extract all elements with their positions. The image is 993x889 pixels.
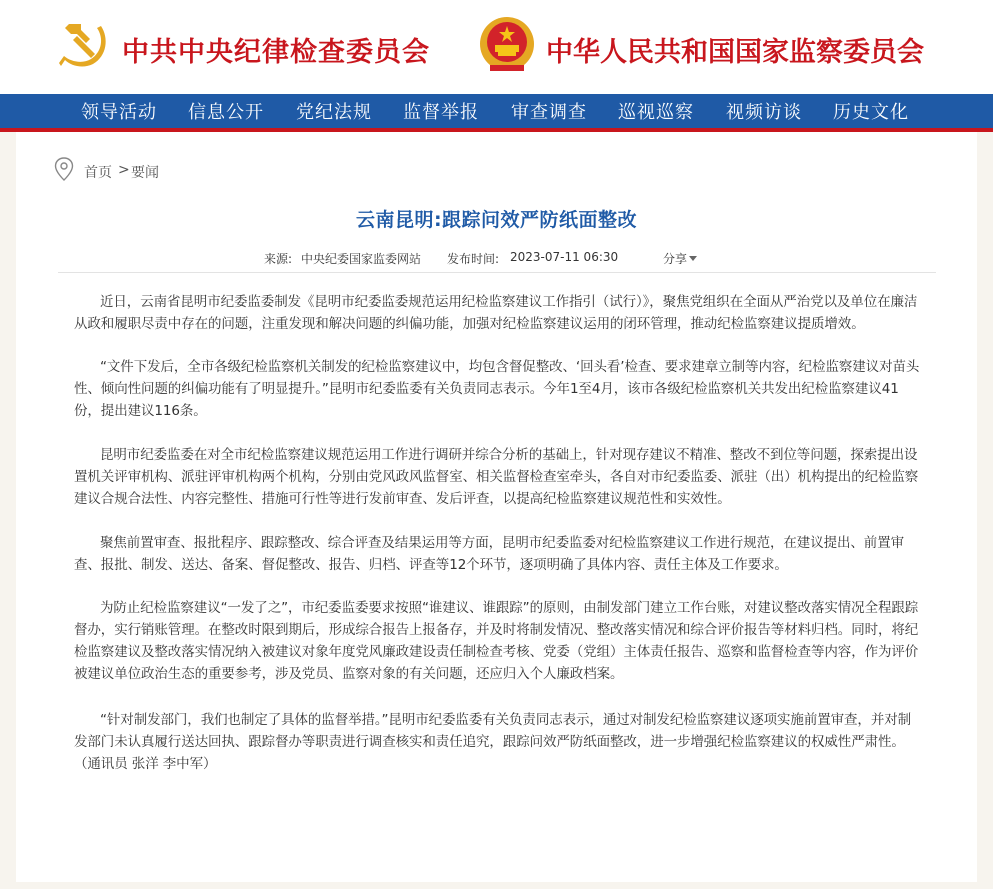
national-emblem-icon	[478, 15, 536, 75]
party-emblem-icon	[57, 18, 111, 72]
nav-item-investigation[interactable]: 审查调查	[511, 102, 587, 123]
nav-item-report[interactable]: 监督举报	[403, 102, 479, 123]
paragraph-5: 为防止纪检监察建议“一发了之”，市纪委监委要求按照“谁建议、谁跟踪”的原则，由制发部门建立工作台账，对建议整改落实情况全程跟踪督办，实行销账管理。在整改时限到期后，形成综合报告上报备存，并及时将制发情况、整改落实情况和综合评价报告等材料归档。同时，将纪检监察建议及整改落实情况纳入被建议对象年度党风廉政建设责任制检查考核、党委（党组）主体责任报告、巡察和监督检查等内容，作为评价被建议单位政治生态的重要参考，涉及党员、监察对象的有关问题，还应归入个人廉政档案。	[74, 600, 919, 682]
publish-time-label: 发布时间:	[447, 252, 500, 266]
cc-discipline-title: 中共中央纪律检查委员会	[122, 37, 430, 68]
nav-item-video[interactable]: 视频访谈	[726, 102, 802, 123]
main-nav	[0, 94, 993, 132]
nav-item-leadership[interactable]: 领导活动	[81, 102, 157, 123]
share-caret-icon[interactable]	[689, 256, 697, 261]
paragraph-1: 近日，云南省昆明市纪委监委制发《昆明市纪委监委规范运用纪检监察建议工作指引（试行）》，聚焦党组织在全面从严治党以及单位在廉洁从政和履职尽责中存在的问题，注重发现和解决问题的纠偏功能，加强对纪检监察建议运用的闭环管理，推动纪检监察建议提质增效。	[74, 294, 918, 332]
breadcrumb-separator: >	[118, 162, 130, 178]
nav-item-information[interactable]: 信息公开	[188, 102, 264, 123]
paragraph-2: “文件下发后，全市各级纪检监察机关制发的纪检监察建议中，均包含督促整改、‘回头看’检查、要求建章立制等内容，纪检监察建议对苗头性、倾向性问题的纠偏功能有了明显提升。”昆明市纪委监委有关负责同志表示。今年1至4月，该市各级纪检监察机关共发出纪检监察建议41份，提出建议116条。	[74, 359, 920, 419]
paragraph-6: “针对制发部门，我们也制定了具体的监督举措。”昆明市纪委监委有关负责同志表示，通过对制发纪检监察建议逐项实施前置审查，并对制发部门未认真履行送达回执、跟踪督办等职责进行调查核实和责任追究，跟踪问效严防纸面整改，进一步增强纪检监察建议的权威性严肃性。（通讯员 张洋 李中军）	[74, 712, 912, 772]
location-pin-icon	[54, 157, 74, 181]
paragraph-3: 昆明市纪委监委在对全市纪检监察建议规范运用工作进行调研并综合分析的基础上，针对现存建议不精准、整改不到位等问题，探索提出设置机关评审机构、派驻评审机构两个机构，分别由党风政风监督室、相关监督检查室牵头，各自对市纪委监委、派驻（出）机构提出的纪检监察建议合规合法性、内容完整性、措施可行性等进行发前审查、发后评查，以提高纪检监察建议规范性和实效性。	[74, 447, 919, 507]
breadcrumb-current[interactable]: 要闻	[131, 165, 159, 181]
breadcrumb-home[interactable]: 首页	[84, 165, 112, 181]
source-value: 中央纪委国家监委网站	[301, 252, 422, 266]
nav-item-regulations[interactable]: 党纪法规	[296, 102, 372, 123]
nav-item-inspection[interactable]: 巡视巡察	[618, 102, 694, 123]
source-label: 来源:	[264, 252, 293, 266]
state-supervision-title: 中华人民共和国国家监察委员会	[546, 37, 924, 68]
article-title: 云南昆明:跟踪问效严防纸面整改	[355, 209, 638, 231]
header-divider	[58, 272, 936, 273]
nav-item-history[interactable]: 历史文化	[833, 102, 909, 123]
share-button[interactable]: 分享	[663, 252, 688, 266]
paragraph-4: 聚焦前置审查、报批程序、跟踪整改、综合评查及结果运用等方面，昆明市纪委监委对纪检监察建议工作进行规范，在建议提出、前置审查、报批、制发、送达、备案、督促整改、报告、归档、评查等12个环节，逐项明确了具体内容、责任主体及工作要求。	[74, 535, 904, 573]
publish-time-value: 2023-07-11 06:30	[510, 250, 619, 264]
